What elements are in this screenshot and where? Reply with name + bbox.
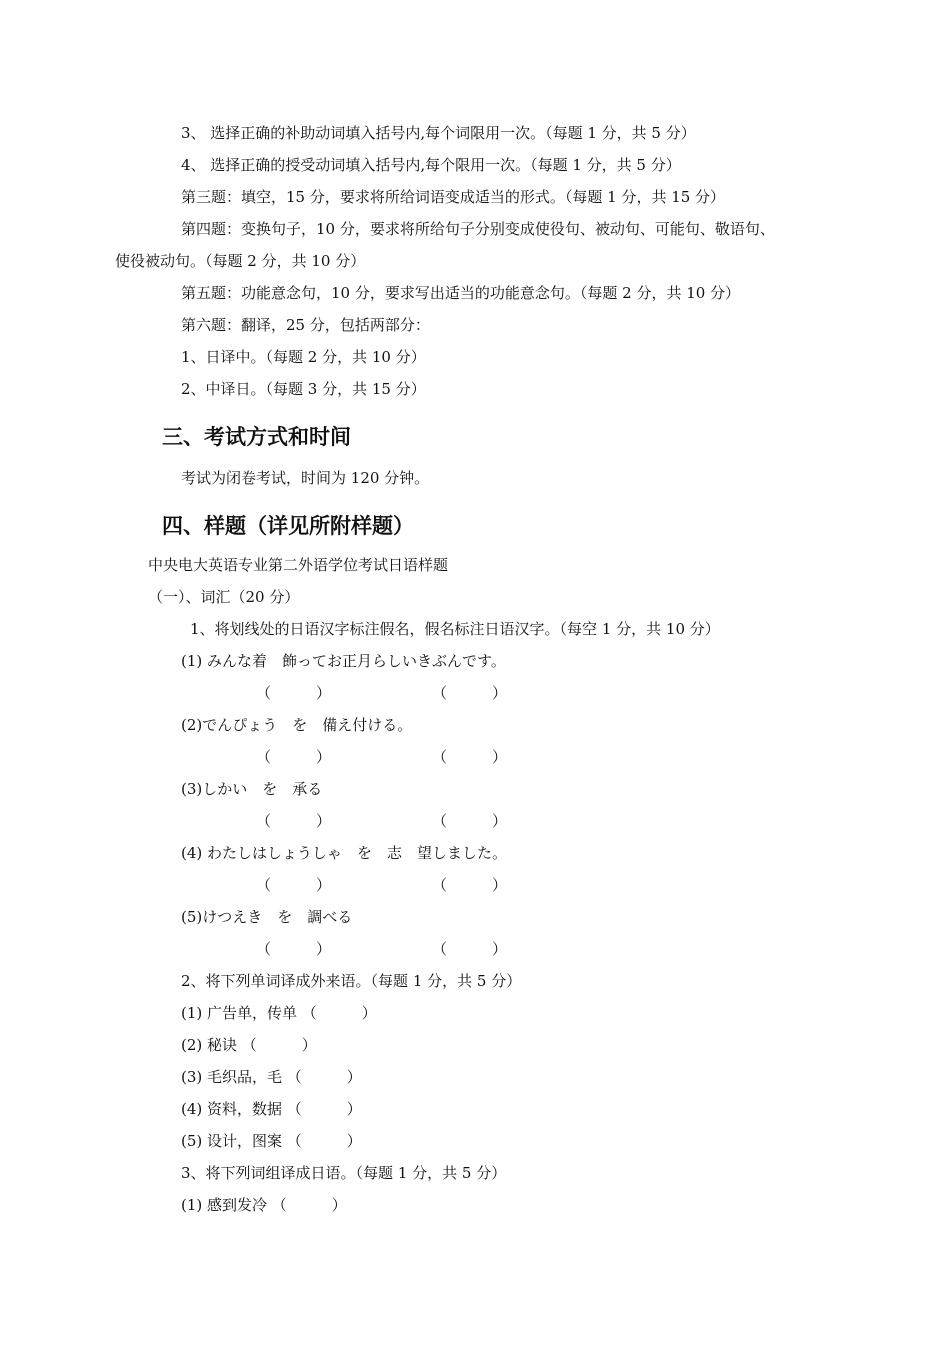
q2-item: (4) 资料，数据 （ ） xyxy=(181,1100,362,1118)
q1-item: (1) みんな着 飾ってお正月らしいきぶんです。 xyxy=(181,652,506,670)
q2-instruction: 2、将下列单词译成外来语。（每题 1 分，共 5 分） xyxy=(181,972,522,990)
blank-open: （ xyxy=(256,940,272,958)
q2-item: (1) 广告单，传单 （ ） xyxy=(181,1004,377,1022)
blank-open: （ xyxy=(256,876,272,894)
blank-open: （ xyxy=(432,812,448,830)
blank-close: ） xyxy=(316,684,332,702)
exam-part-5: 第五题：功能意念句，10 分，要求写出适当的功能意念句。（每题 2 分，共 10 分） xyxy=(181,284,741,302)
blank-close: ） xyxy=(492,940,508,958)
q3-item: (1) 感到发冷 （ ） xyxy=(181,1196,347,1214)
q1-instruction: 1、将划线处的日语汉字标注假名，假名标注日语汉字。（每空 1 分，共 10 分） xyxy=(190,620,720,638)
blank-open: （ xyxy=(432,940,448,958)
blank-open: （ xyxy=(432,684,448,702)
blank-open: （ xyxy=(256,684,272,702)
blank-close: ） xyxy=(316,812,332,830)
blank-close: ） xyxy=(316,748,332,766)
blank-close: ） xyxy=(316,876,332,894)
blank-close: ） xyxy=(492,812,508,830)
q1-item: (4) わたしはしょうしゃ を 志 望しました。 xyxy=(181,844,508,862)
vocab-heading: （一）、词汇（20 分） xyxy=(148,588,300,606)
q2-item: (2) 秘诀 （ ） xyxy=(181,1036,317,1054)
blank-close: ） xyxy=(316,940,332,958)
section-3-heading: 三、考试方式和时间 xyxy=(162,425,351,449)
q3-instruction: 3、将下列词组译成日语。（每题 1 分，共 5 分） xyxy=(181,1164,507,1182)
q2-item: (3) 毛织品，毛 （ ） xyxy=(181,1068,362,1086)
exam-part-4-line2: 使役被动句。（每题 2 分，共 10 分） xyxy=(115,252,366,270)
blank-open: （ xyxy=(432,876,448,894)
blank-open: （ xyxy=(256,748,272,766)
blank-open: （ xyxy=(256,812,272,830)
exam-part-6: 第六题：翻译，25 分，包括两部分： xyxy=(181,316,430,334)
q1-item: (2)でんぴょう を 備え付ける。 xyxy=(181,716,413,734)
blank-close: ） xyxy=(492,748,508,766)
exam-type-item-3: 3、 选择正确的补助动词填入括号内,每个词限用一次。（每题 1 分，共 5 分） xyxy=(181,124,696,142)
blank-close: ） xyxy=(492,876,508,894)
exam-part-6-sub2: 2、中译日。（每题 3 分，共 15 分） xyxy=(181,380,426,398)
exam-part-4-line1: 第四题：变换句子，10 分，要求将所给句子分别变成使役句、被动句、可能句、敬语句、 xyxy=(181,220,775,238)
section-3-body: 考试为闭卷考试，时间为 120 分钟。 xyxy=(181,469,430,487)
q1-item: (3)しかい を 承る xyxy=(181,780,323,798)
blank-close: ） xyxy=(492,684,508,702)
blank-open: （ xyxy=(432,748,448,766)
q1-item: (5)けつえき を 調べる xyxy=(181,908,353,926)
sample-paper-title: 中央电大英语专业第二外语学位考试日语样题 xyxy=(148,556,449,574)
exam-part-3: 第三题：填空，15 分，要求将所给词语变成适当的形式。（每题 1 分，共 15 分） xyxy=(181,188,726,206)
exam-part-6-sub1: 1、日译中。（每题 2 分，共 10 分） xyxy=(181,348,426,366)
exam-type-item-4: 4、 选择正确的授受动词填入括号内,每个限用一次。（每题 1 分，共 5 分） xyxy=(181,156,681,174)
section-4-heading: 四、样题（详见所附样题） xyxy=(162,514,414,538)
q2-item: (5) 设计，图案 （ ） xyxy=(181,1132,362,1150)
